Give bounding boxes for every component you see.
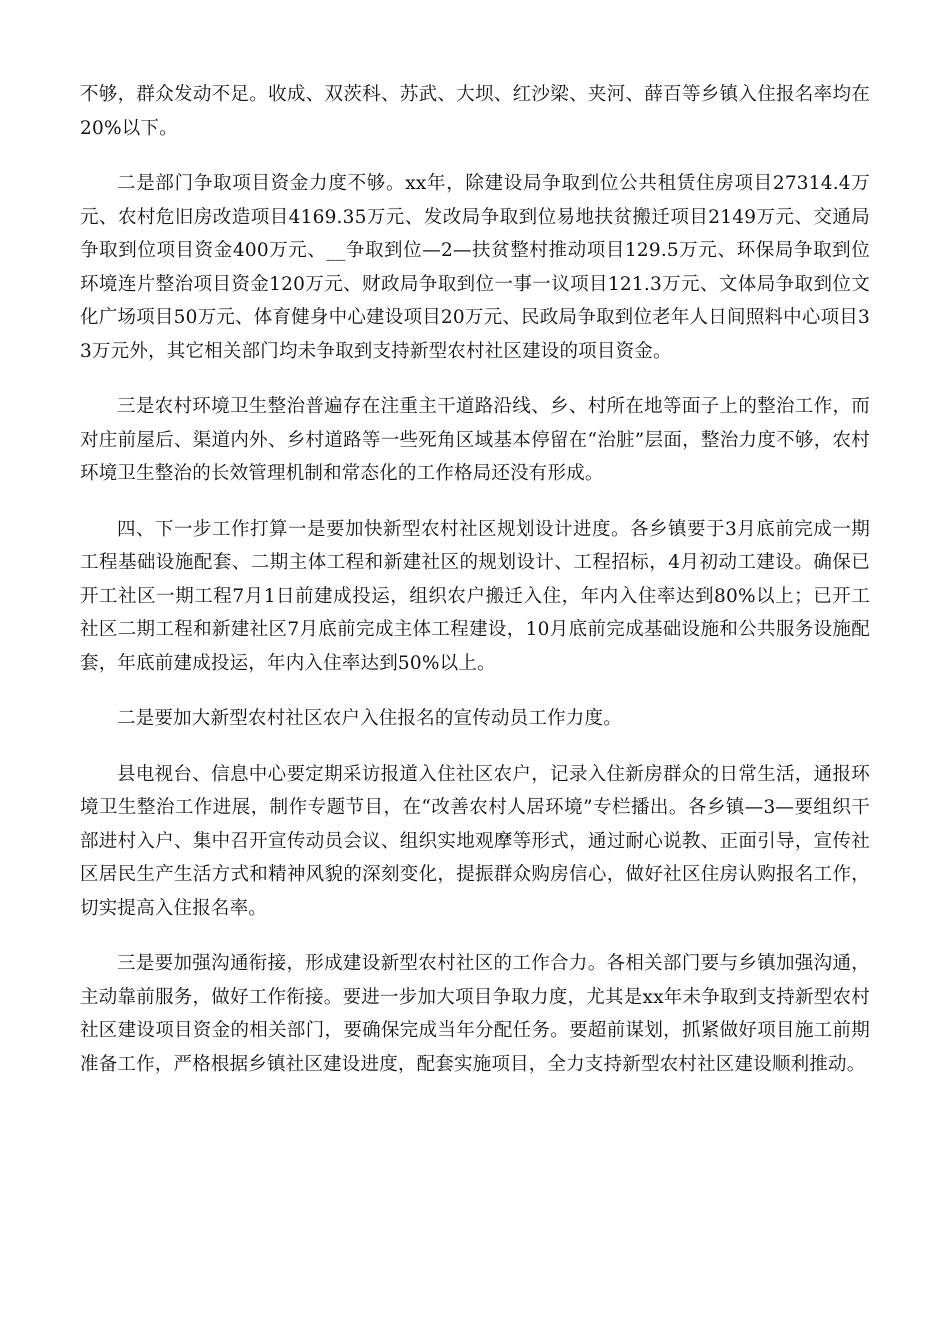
paragraph-7: 三是要加强沟通衔接，形成建设新型农村社区的工作合力。各相关部门要与乡镇加强沟通，主动靠前服务，做好工作衔接。要进一步加大项目争取力度，尤其是xx年未争取到支持新型农村社区建设项目资金的相关部门，要确保完成当年分配任务。要超前谋划，抓紧做好项目施工前期准备工作，严格根据乡镇社区建设进度，配套实施项目，全力支持新型农村社区建设顺利推动。	[80, 953, 870, 1075]
paragraph-3: 三是农村环境卫生整治普遍存在注重主干道路沿线、乡、村所在地等面子上的整治工作，而对庄前屋后、渠道内外、乡村道路等一些死角区域基本停留在“治脏”层面，整治力度不够，农村环境卫生整治的长效管理机制和常态化的工作格局还没有形成。	[80, 396, 870, 484]
paragraph-6: 县电视台、信息中心要定期采访报道入住社区农户，记录入住新房群众的日常生活，通报环境卫生整治工作进展，制作专题节目，在“改善农村人居环境”专栏播出。各乡镇—3—要组织干部进村入户、集中召开宣传动员会议、组织实地观摩等形式，通过耐心说教、正面引导，宣传社区居民生产生活方式和精神风貌的深刻变化，提振群众购房信心，做好社区住房认购报名工作，切实提高入住报名率。	[80, 763, 870, 919]
paragraph-4: 四、下一步工作打算一是要加快新型农村社区规划设计进度。各乡镇要于3月底前完成一期工程基础设施配套、二期主体工程和新建社区的规划设计、工程招标，4月初动工建设。确保已开工社区一期工程7月1日前建成投运，组织农户搬迁入住，年内入住率达到80%以上；已开工社区二期工程和新建社区7月底前完成主体工程建设，10月底前完成基础设施和公共服务设施配套，年底前建成投运，年内入住率达到50%以上。	[80, 518, 870, 674]
paragraph-1: 不够，群众发动不足。收成、双茨科、苏武、大坝、红沙梁、夹河、薛百等乡镇入住报名率均在20%以下。	[80, 84, 870, 139]
paragraph-5: 二是要加大新型农村社区农户入住报名的宣传动员工作力度。	[117, 708, 622, 729]
paragraph-2: 二是部门争取项目资金力度不够。xx年，除建设局争取到位公共租赁住房项目27314.4万元、农村危旧房改造项目4169.35万元、发改局争取到位易地扶贫搬迁项目2149万元、交通局争取到位项目资金400万元、__争取到位—2—扶贫整村推动项目129.5万元、环保局争取到位环境连片整治项目资金120万元、财政局争取到位一事一议项目121.3万元、文体局争取到位文化广场项目50万元、体育健身中心建设项目20万元、民政局争取到位老年人日间照料中心项目33万元外，其它相关部门均未争取到支持新型农村社区建设的项目资金。	[80, 173, 870, 362]
document-body	[80, 78, 870, 1103]
